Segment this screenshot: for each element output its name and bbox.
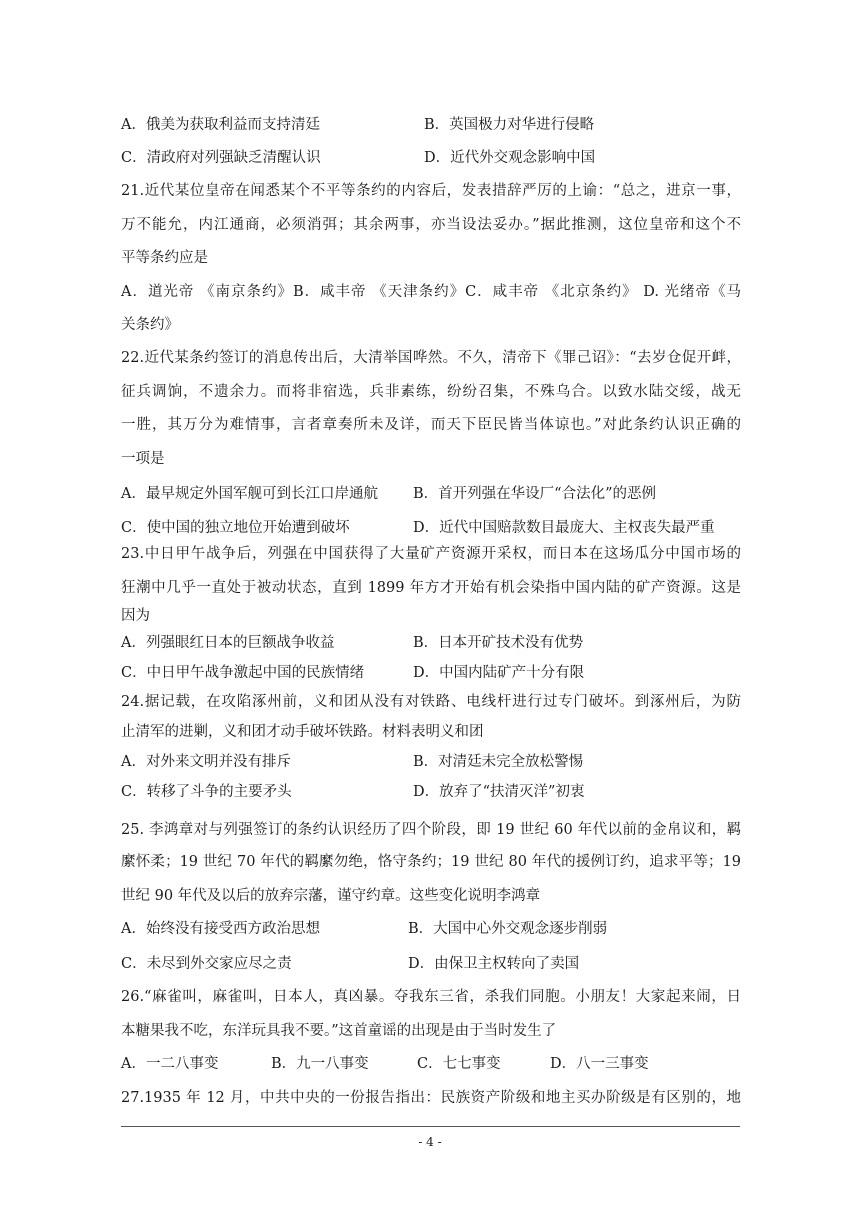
q22-option-a: A．最早规定外国军舰可到长江口岸通航 [121, 486, 378, 502]
q20-option-b: B．英国极力对华进行侵略 [424, 117, 595, 133]
q22-option-b: B．首开列强在华设厂“合法化”的恶例 [413, 486, 656, 502]
q24-stem-line-2: 止清军的进剿，义和团才动手破坏铁路。材料表明义和团 [121, 724, 484, 740]
q20-option-d: D．近代外交观念影响中国 [424, 150, 596, 166]
q22-stem-line-3: 一胜，其万分为难情事，言者章奏所未及详，而天下臣民皆当体谅也。”对此条约认识正确的 [121, 417, 741, 433]
q23-stem-line-1: 23.中日甲午战争后，列强在中国获得了大量矿产资源开采权，而日本在这场瓜分中国市场的 [121, 546, 741, 562]
q24-option-c: C．转移了斗争的主要矛头 [121, 784, 292, 800]
q25-option-b: B．大国中心外交观念逐步削弱 [408, 921, 608, 937]
q25-option-c: C．未尽到外交家应尽之责 [121, 956, 292, 972]
q23-option-c: C．中日甲午战争激起中国的民族情绪 [121, 665, 365, 681]
q26-stem-line-1: 26.“麻雀叫，麻雀叫，日本人，真凶暴。夺我东三省，杀我们同胞。小朋友！大家起来闹，日 [121, 989, 741, 1005]
q24-stem-line-1: 24.据记载，在攻陷涿州前，义和团从没有对铁路、电线杆进行过专门破坏。到涿州后，为防 [121, 694, 741, 710]
q21-stem-line-3: 平等条约应是 [121, 250, 208, 266]
q23-option-b: B．日本开矿技术没有优势 [413, 635, 584, 651]
q26-stem-line-2: 本糖果我不吃，东洋玩具我不要。”这首童谣的出现是由于当时发生了 [121, 1023, 557, 1039]
footer-divider [121, 1126, 740, 1127]
q22-stem-line-1: 22.近代某条约签订的消息传出后，大清举国哗然。不久，清帝下《罪己诏》：“去岁仓促开衅， [121, 350, 741, 366]
q21-options: A．道光帝 《南京条约》B．咸丰帝 《天津条约》C．咸丰帝 《北京条约》 D. 光绪帝《马 [121, 284, 741, 300]
q25-stem-line-2: 縻怀柔；19 世纪 70 年代的羁縻勿绝，恪守条约；19 世纪 80 年代的援例订约，追求平等；19 [121, 854, 741, 870]
q21-options-cont: 关条约》 [121, 317, 179, 333]
q26-option-d: D．八一三事变 [550, 1056, 649, 1072]
q22-option-d: D．近代中国赔款数目最庞大、主权丧失最严重 [413, 520, 715, 536]
q21-stem-line-1: 21.近代某位皇帝在闻悉某个不平等条约的内容后，发表措辞严厉的上谕：“总之，进京一事， [121, 183, 741, 199]
q25-option-d: D．由保卫主权转向了卖国 [408, 956, 580, 972]
q26-option-a: A．一二八事变 [121, 1056, 219, 1072]
q20-option-c: C．清政府对列强缺乏清醒认识 [121, 150, 321, 166]
q22-stem-line-4: 一项是 [121, 451, 165, 467]
page-number: - 4 - [418, 1135, 442, 1149]
q20-option-a: A．俄美为获取利益而支持清廷 [121, 117, 320, 133]
q24-option-a: A．对外来文明并没有排斥 [121, 754, 291, 770]
q23-stem-line-3: 因为 [121, 608, 150, 624]
q22-option-c: C．使中国的独立地位开始遭到破坏 [121, 520, 350, 536]
q23-option-a: A．列强眼红日本的巨额战争收益 [121, 635, 335, 651]
q24-option-b: B．对清廷未完全放松警惕 [413, 754, 584, 770]
q23-stem-line-2: 狂潮中几乎一直处于被动状态，直到 1899 年方才开始有机会染指中国内陆的矿产资源。这是 [121, 580, 741, 596]
q25-stem-line-1: 25. 李鸿章对与列强签订的条约认识经历了四个阶段，即 19 世纪 60 年代以前的金帛议和，羁 [121, 822, 741, 838]
q23-option-d: D．中国内陆矿产十分有限 [413, 665, 585, 681]
q26-option-c: C．七七事变 [417, 1056, 501, 1072]
q25-option-a: A．始终没有接受西方政治思想 [121, 921, 320, 937]
q26-option-b: B．九一八事变 [271, 1056, 369, 1072]
q25-stem-line-3: 世纪 90 年代及以后的放弃宗藩，谨守约章。这些变化说明李鸿章 [121, 888, 541, 904]
q27-stem-line-1: 27.1935 年 12 月，中共中央的一份报告指出：民族资产阶级和地主买办阶级是有区别的，地 [121, 1090, 741, 1106]
q22-stem-line-2: 征兵调饷，不遗余力。而将非宿选，兵非素练，纷纷召集，不殊乌合。以致水陆交绥，战无 [121, 384, 741, 400]
q24-option-d: D．放弃了“扶清灭洋”初衷 [413, 784, 585, 800]
q21-stem-line-2: 万不能允，内江通商，必须消弭；其余两事，亦当设法妥办。”据此推测，这位皇帝和这个不 [121, 217, 741, 233]
